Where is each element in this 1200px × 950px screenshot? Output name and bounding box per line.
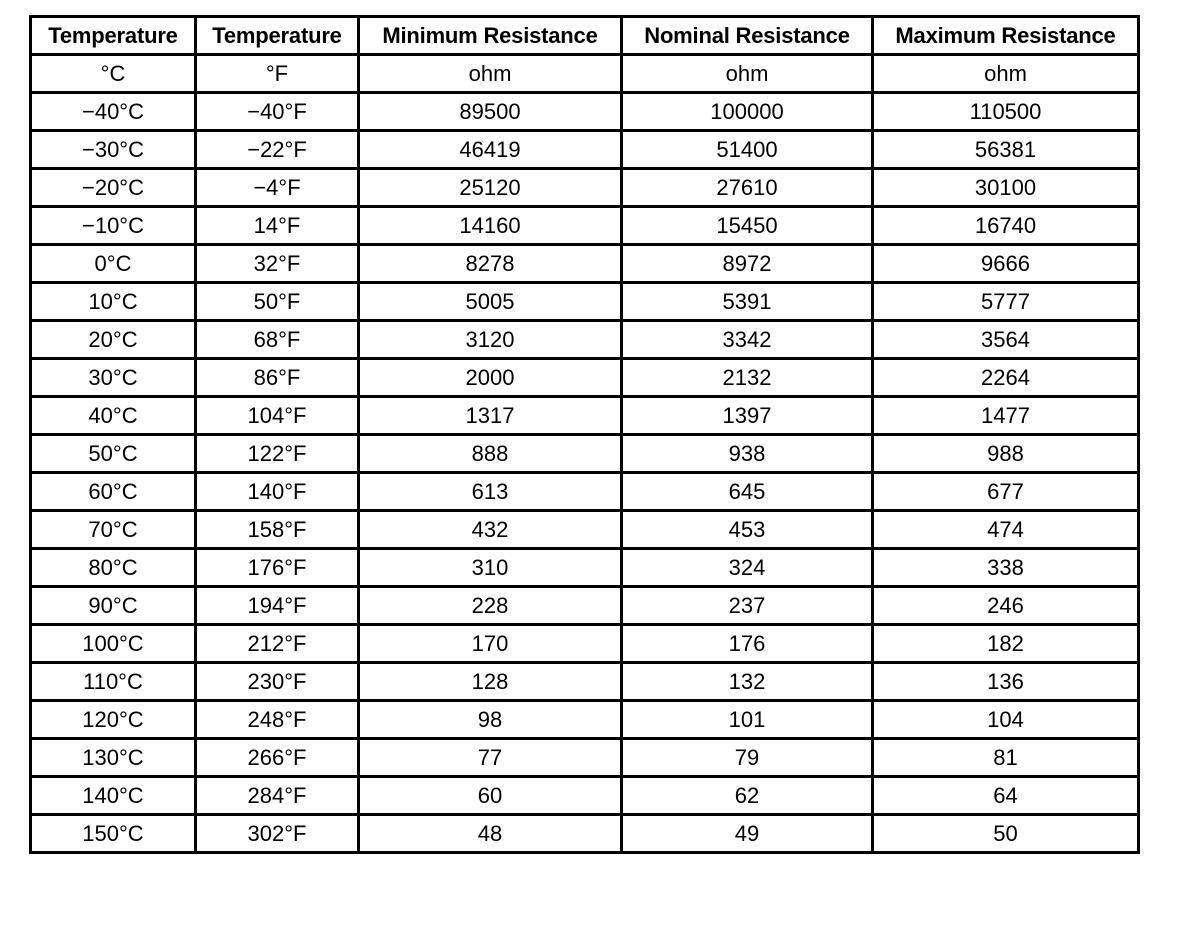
- resistance-table: [29, 15, 1140, 854]
- cell-nominal-resistance: 5391: [622, 283, 873, 321]
- units-row: [31, 55, 1139, 93]
- cell-min-resistance: 128: [359, 663, 622, 701]
- cell-max-resistance: 110500: [873, 93, 1139, 131]
- cell-max-resistance: 136: [873, 663, 1139, 701]
- cell-nominal-resistance: 938: [622, 435, 873, 473]
- table-row: [31, 663, 1139, 701]
- cell-temp-c: 90°C: [31, 587, 196, 625]
- cell-temp-f: 68°F: [196, 321, 359, 359]
- cell-max-resistance: 182: [873, 625, 1139, 663]
- cell-temp-f: 158°F: [196, 511, 359, 549]
- cell-min-resistance: 888: [359, 435, 622, 473]
- cell-max-resistance: 9666: [873, 245, 1139, 283]
- cell-max-resistance: 2264: [873, 359, 1139, 397]
- cell-temp-c: −40°C: [31, 93, 196, 131]
- cell-temp-f: 212°F: [196, 625, 359, 663]
- cell-nominal-resistance: 15450: [622, 207, 873, 245]
- header-temperature-f: Temperature: [196, 17, 359, 55]
- cell-temp-c: −20°C: [31, 169, 196, 207]
- header-minimum-resistance: Minimum Resistance: [359, 17, 622, 55]
- cell-temp-c: 120°C: [31, 701, 196, 739]
- cell-temp-f: 284°F: [196, 777, 359, 815]
- cell-temp-c: 100°C: [31, 625, 196, 663]
- cell-min-resistance: 170: [359, 625, 622, 663]
- cell-temp-f: −40°F: [196, 93, 359, 131]
- cell-temp-f: −22°F: [196, 131, 359, 169]
- cell-temp-c: 0°C: [31, 245, 196, 283]
- cell-min-resistance: 98: [359, 701, 622, 739]
- table-row: [31, 131, 1139, 169]
- cell-nominal-resistance: 79: [622, 739, 873, 777]
- table-row: [31, 245, 1139, 283]
- table-head: [31, 17, 1139, 93]
- cell-min-resistance: 228: [359, 587, 622, 625]
- cell-max-resistance: 30100: [873, 169, 1139, 207]
- unit-cell: ohm: [873, 55, 1139, 93]
- unit-cell: ohm: [622, 55, 873, 93]
- cell-nominal-resistance: 62: [622, 777, 873, 815]
- table-row: [31, 283, 1139, 321]
- cell-nominal-resistance: 8972: [622, 245, 873, 283]
- cell-min-resistance: 25120: [359, 169, 622, 207]
- cell-temp-f: 50°F: [196, 283, 359, 321]
- cell-temp-f: 32°F: [196, 245, 359, 283]
- cell-temp-c: 50°C: [31, 435, 196, 473]
- cell-max-resistance: 50: [873, 815, 1139, 853]
- cell-nominal-resistance: 324: [622, 549, 873, 587]
- cell-max-resistance: 474: [873, 511, 1139, 549]
- table-row: [31, 815, 1139, 853]
- cell-nominal-resistance: 2132: [622, 359, 873, 397]
- cell-max-resistance: 5777: [873, 283, 1139, 321]
- unit-cell: °F: [196, 55, 359, 93]
- cell-max-resistance: 104: [873, 701, 1139, 739]
- cell-min-resistance: 2000: [359, 359, 622, 397]
- cell-min-resistance: 8278: [359, 245, 622, 283]
- unit-cell: ohm: [359, 55, 622, 93]
- table-row: [31, 321, 1139, 359]
- header-maximum-resistance: Maximum Resistance: [873, 17, 1139, 55]
- table-row: [31, 777, 1139, 815]
- cell-nominal-resistance: 51400: [622, 131, 873, 169]
- table-row: [31, 701, 1139, 739]
- cell-min-resistance: 14160: [359, 207, 622, 245]
- header-temperature-c: Temperature: [31, 17, 196, 55]
- table-row: [31, 207, 1139, 245]
- cell-max-resistance: 246: [873, 587, 1139, 625]
- cell-nominal-resistance: 100000: [622, 93, 873, 131]
- cell-nominal-resistance: 237: [622, 587, 873, 625]
- cell-max-resistance: 56381: [873, 131, 1139, 169]
- cell-nominal-resistance: 101: [622, 701, 873, 739]
- cell-min-resistance: 310: [359, 549, 622, 587]
- table-row: [31, 93, 1139, 131]
- cell-temp-f: 122°F: [196, 435, 359, 473]
- cell-nominal-resistance: 3342: [622, 321, 873, 359]
- cell-temp-f: 140°F: [196, 473, 359, 511]
- cell-min-resistance: 60: [359, 777, 622, 815]
- cell-min-resistance: 46419: [359, 131, 622, 169]
- cell-min-resistance: 3120: [359, 321, 622, 359]
- header-nominal-resistance: Nominal Resistance: [622, 17, 873, 55]
- table-row: [31, 435, 1139, 473]
- table-row: [31, 739, 1139, 777]
- cell-nominal-resistance: 645: [622, 473, 873, 511]
- cell-min-resistance: 432: [359, 511, 622, 549]
- cell-temp-c: 110°C: [31, 663, 196, 701]
- table-row: [31, 625, 1139, 663]
- cell-nominal-resistance: 1397: [622, 397, 873, 435]
- cell-nominal-resistance: 176: [622, 625, 873, 663]
- cell-min-resistance: 1317: [359, 397, 622, 435]
- table-row: [31, 549, 1139, 587]
- cell-nominal-resistance: 49: [622, 815, 873, 853]
- cell-temp-c: 80°C: [31, 549, 196, 587]
- cell-temp-c: 30°C: [31, 359, 196, 397]
- cell-temp-f: −4°F: [196, 169, 359, 207]
- table-row: [31, 397, 1139, 435]
- cell-max-resistance: 338: [873, 549, 1139, 587]
- cell-temp-f: 14°F: [196, 207, 359, 245]
- cell-temp-c: −30°C: [31, 131, 196, 169]
- cell-nominal-resistance: 132: [622, 663, 873, 701]
- cell-temp-c: 140°C: [31, 777, 196, 815]
- cell-temp-c: 20°C: [31, 321, 196, 359]
- cell-min-resistance: 48: [359, 815, 622, 853]
- cell-max-resistance: 677: [873, 473, 1139, 511]
- cell-max-resistance: 1477: [873, 397, 1139, 435]
- cell-nominal-resistance: 453: [622, 511, 873, 549]
- cell-temp-c: 70°C: [31, 511, 196, 549]
- cell-max-resistance: 16740: [873, 207, 1139, 245]
- table-row: [31, 587, 1139, 625]
- cell-min-resistance: 613: [359, 473, 622, 511]
- table-row: [31, 511, 1139, 549]
- cell-temp-c: −10°C: [31, 207, 196, 245]
- cell-temp-c: 130°C: [31, 739, 196, 777]
- cell-temp-f: 86°F: [196, 359, 359, 397]
- header-row: [31, 17, 1139, 55]
- cell-temp-c: 60°C: [31, 473, 196, 511]
- cell-max-resistance: 64: [873, 777, 1139, 815]
- cell-temp-c: 150°C: [31, 815, 196, 853]
- cell-temp-f: 248°F: [196, 701, 359, 739]
- cell-temp-c: 40°C: [31, 397, 196, 435]
- cell-temp-f: 302°F: [196, 815, 359, 853]
- cell-temp-c: 10°C: [31, 283, 196, 321]
- cell-temp-f: 230°F: [196, 663, 359, 701]
- cell-max-resistance: 988: [873, 435, 1139, 473]
- cell-nominal-resistance: 27610: [622, 169, 873, 207]
- table-row: [31, 359, 1139, 397]
- cell-max-resistance: 81: [873, 739, 1139, 777]
- table-body: [31, 93, 1139, 853]
- cell-max-resistance: 3564: [873, 321, 1139, 359]
- table-row: [31, 473, 1139, 511]
- cell-temp-f: 104°F: [196, 397, 359, 435]
- cell-temp-f: 176°F: [196, 549, 359, 587]
- unit-cell: °C: [31, 55, 196, 93]
- cell-temp-f: 266°F: [196, 739, 359, 777]
- cell-min-resistance: 89500: [359, 93, 622, 131]
- cell-min-resistance: 77: [359, 739, 622, 777]
- cell-temp-f: 194°F: [196, 587, 359, 625]
- cell-min-resistance: 5005: [359, 283, 622, 321]
- table-row: [31, 169, 1139, 207]
